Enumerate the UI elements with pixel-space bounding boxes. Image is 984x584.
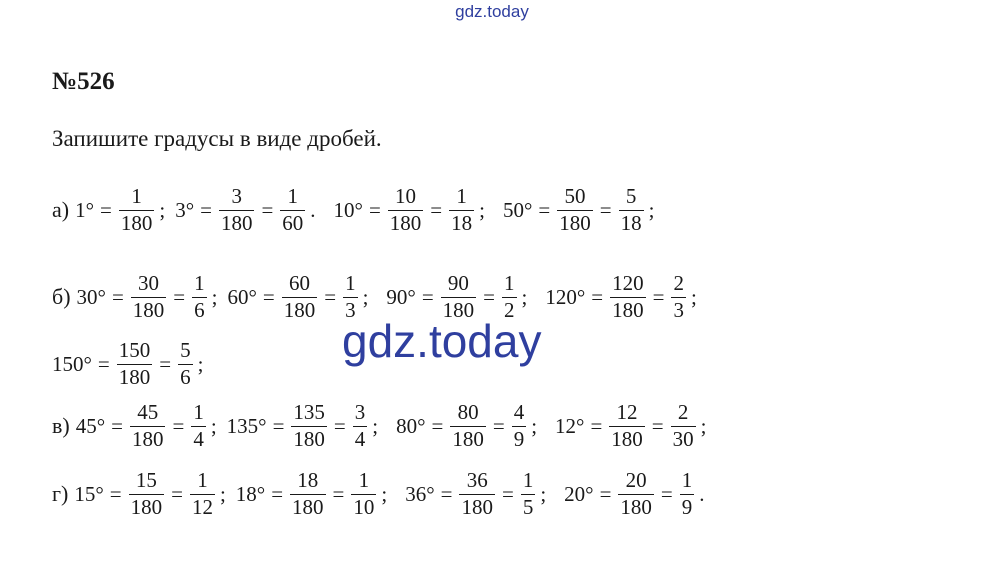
equals-sign: =: [599, 197, 612, 222]
equals-sign: =: [200, 197, 212, 222]
numerator: 90: [447, 271, 469, 296]
fraction: [557, 184, 593, 235]
numerator: 1: [131, 184, 142, 209]
numerator: 18: [297, 468, 319, 493]
denominator: 180: [130, 494, 163, 519]
equation: [175, 184, 315, 235]
numerator: 5: [180, 338, 191, 363]
equation: [564, 468, 704, 519]
equals-sign: =: [261, 197, 274, 222]
degree-value: 135°: [226, 413, 267, 438]
fraction: [609, 400, 645, 451]
equation-row: [52, 462, 723, 526]
fraction: [353, 400, 368, 451]
numerator: 150: [118, 338, 151, 363]
degree-value: 1°: [75, 197, 94, 222]
denominator: 180: [292, 494, 324, 519]
fraction: [680, 468, 695, 519]
numerator: 10: [395, 184, 417, 209]
fraction: [190, 468, 215, 519]
fraction: [191, 400, 206, 451]
equals-sign: =: [111, 284, 124, 309]
fraction: [219, 184, 255, 235]
equation: [396, 400, 537, 451]
fraction: [291, 400, 327, 451]
numerator: 1: [522, 468, 534, 493]
numerator: 3: [354, 400, 366, 425]
equals-sign: =: [430, 197, 443, 222]
equals-sign: =: [431, 413, 444, 438]
punctuation: ;: [211, 284, 218, 309]
part-label: г): [52, 481, 69, 506]
equals-sign: =: [171, 481, 183, 506]
part-label: в): [52, 413, 70, 438]
fraction: [449, 184, 474, 235]
denominator: 9: [681, 494, 693, 519]
degree-value: 60°: [227, 284, 257, 309]
numerator: 15: [135, 468, 157, 493]
degree-value: 120°: [545, 284, 586, 309]
punctuation: ;: [479, 197, 485, 222]
denominator: 180: [120, 210, 153, 235]
equals-sign: =: [492, 413, 505, 438]
denominator: 180: [132, 297, 165, 322]
denominator: 18: [451, 210, 473, 235]
degree-value: 12°: [555, 413, 585, 438]
fraction: [512, 400, 527, 451]
equals-sign: =: [591, 284, 604, 309]
numerator: 3: [231, 184, 242, 209]
equals-sign: =: [660, 481, 673, 506]
equation: [52, 338, 203, 389]
denominator: 10: [353, 494, 375, 519]
denominator: 9: [513, 426, 525, 451]
denominator: 180: [461, 494, 493, 519]
problem-number: №526: [52, 68, 115, 95]
equals-sign: =: [421, 284, 434, 309]
punctuation: ;: [700, 413, 707, 438]
degree-value: 18°: [235, 481, 266, 506]
punctuation: .: [310, 197, 316, 222]
equation: [227, 400, 378, 451]
punctuation: ;: [219, 481, 226, 506]
numerator: 60: [288, 271, 310, 296]
fraction: [280, 184, 305, 235]
degree-value: 15°: [74, 481, 104, 506]
equation: [555, 400, 706, 451]
equals-sign: =: [599, 481, 612, 506]
degree-value: 10°: [333, 197, 363, 222]
punctuation: ;: [540, 481, 547, 506]
fraction: [282, 271, 318, 322]
part-label: б): [52, 284, 71, 309]
punctuation: ;: [381, 481, 388, 506]
equals-sign: =: [333, 413, 346, 438]
numerator: 36: [466, 468, 488, 493]
numerator: 50: [564, 184, 586, 209]
equals-sign: =: [332, 481, 345, 506]
punctuation: ;: [159, 197, 166, 222]
equals-sign: =: [652, 284, 665, 309]
numerator: 5: [625, 184, 637, 209]
numerator: 30: [138, 271, 160, 296]
denominator: 180: [620, 494, 652, 519]
equals-sign: =: [97, 351, 110, 376]
numerator: 2: [677, 400, 689, 425]
equation: [334, 184, 485, 235]
denominator: 4: [193, 426, 204, 451]
fraction: [671, 271, 686, 322]
equals-sign: =: [501, 481, 514, 506]
numerator: 1: [194, 271, 205, 296]
equals-sign: =: [538, 197, 551, 222]
watermark-top: gdz.today: [455, 2, 529, 21]
denominator: 180: [612, 297, 644, 322]
fraction: [192, 271, 207, 322]
numerator: 1: [345, 271, 356, 296]
denominator: 4: [354, 426, 366, 451]
fraction: [618, 468, 654, 519]
equation: [74, 468, 225, 519]
degree-value: 45°: [75, 413, 106, 438]
denominator: 180: [118, 364, 151, 389]
numerator: 45: [137, 400, 159, 425]
numerator: 2: [673, 271, 684, 296]
equation: [405, 468, 546, 519]
degree-value: 150°: [52, 351, 92, 376]
degree-value: 50°: [502, 197, 533, 222]
equation-row: [52, 332, 213, 396]
fraction: [610, 271, 646, 322]
denominator: 3: [673, 297, 684, 322]
punctuation: .: [699, 481, 705, 506]
fraction: [117, 338, 153, 389]
equation-row: [52, 178, 672, 242]
punctuation: ;: [372, 413, 379, 438]
denominator: 180: [559, 210, 591, 235]
punctuation: ;: [362, 284, 369, 309]
numerator: 120: [612, 271, 644, 296]
equals-sign: =: [483, 284, 495, 309]
part-label: а): [52, 197, 70, 222]
denominator: 2: [504, 297, 515, 322]
denominator: 180: [131, 426, 164, 451]
fraction: [351, 468, 376, 519]
punctuation: ;: [531, 413, 538, 438]
numerator: 1: [193, 400, 204, 425]
fraction: [619, 184, 644, 235]
equation: [503, 184, 654, 235]
denominator: 180: [452, 426, 484, 451]
degree-value: 3°: [175, 197, 195, 222]
equals-sign: =: [172, 413, 185, 438]
numerator: 4: [513, 400, 525, 425]
equation: [76, 400, 217, 451]
denominator: 12: [191, 494, 213, 519]
denominator: 60: [282, 210, 304, 235]
fraction: [130, 400, 166, 451]
fraction: [290, 468, 326, 519]
equals-sign: =: [159, 351, 172, 376]
numerator: 80: [457, 400, 479, 425]
fraction: [671, 400, 696, 451]
equation: [75, 184, 165, 235]
equation: [77, 271, 218, 322]
numerator: 20: [625, 468, 647, 493]
equals-sign: =: [324, 284, 337, 309]
denominator: 5: [522, 494, 534, 519]
equals-sign: =: [440, 481, 453, 506]
equals-sign: =: [111, 413, 123, 438]
punctuation: ;: [690, 284, 697, 309]
equals-sign: =: [272, 413, 285, 438]
equals-sign: =: [109, 481, 122, 506]
numerator: 1: [287, 184, 299, 209]
degree-value: 36°: [405, 481, 435, 506]
numerator: 1: [681, 468, 693, 493]
fraction: [450, 400, 486, 451]
punctuation: ;: [521, 284, 528, 309]
equation-row: [52, 394, 724, 458]
denominator: 180: [220, 210, 253, 235]
watermark-center: gdz.today: [342, 315, 542, 367]
punctuation: ;: [210, 413, 217, 438]
denominator: 180: [442, 297, 475, 322]
denominator: 30: [672, 426, 694, 451]
denominator: 180: [293, 426, 325, 451]
denominator: 180: [283, 297, 316, 322]
fraction: [178, 338, 193, 389]
numerator: 135: [293, 400, 325, 425]
degree-value: 80°: [396, 413, 426, 438]
equals-sign: =: [271, 481, 284, 506]
equation: [236, 468, 387, 519]
denominator: 6: [194, 297, 205, 322]
denominator: 180: [389, 210, 422, 235]
equals-sign: =: [590, 413, 603, 438]
numerator: 1: [504, 271, 515, 296]
fraction: [459, 468, 495, 519]
denominator: 18: [620, 210, 642, 235]
fraction: [131, 271, 167, 322]
degree-value: 30°: [76, 284, 106, 309]
punctuation: ;: [648, 197, 655, 222]
equals-sign: =: [651, 413, 664, 438]
numerator: 12: [616, 400, 638, 425]
numerator: 1: [456, 184, 467, 209]
equation: [545, 271, 696, 322]
instruction: Запишите градусы в виде дробей.: [52, 126, 382, 151]
fraction: [388, 184, 424, 235]
equals-sign: =: [173, 284, 186, 309]
degree-value: 20°: [564, 481, 594, 506]
equals-sign: =: [368, 197, 381, 222]
degree-value: 90°: [386, 284, 416, 309]
denominator: 6: [180, 364, 191, 389]
punctuation: ;: [197, 351, 204, 376]
denominator: 3: [345, 297, 356, 322]
equals-sign: =: [100, 197, 112, 222]
equals-sign: =: [262, 284, 275, 309]
denominator: 180: [611, 426, 643, 451]
fraction: [129, 468, 165, 519]
numerator: 1: [197, 468, 208, 493]
fraction: [521, 468, 536, 519]
fraction: [119, 184, 155, 235]
numerator: 1: [358, 468, 370, 493]
